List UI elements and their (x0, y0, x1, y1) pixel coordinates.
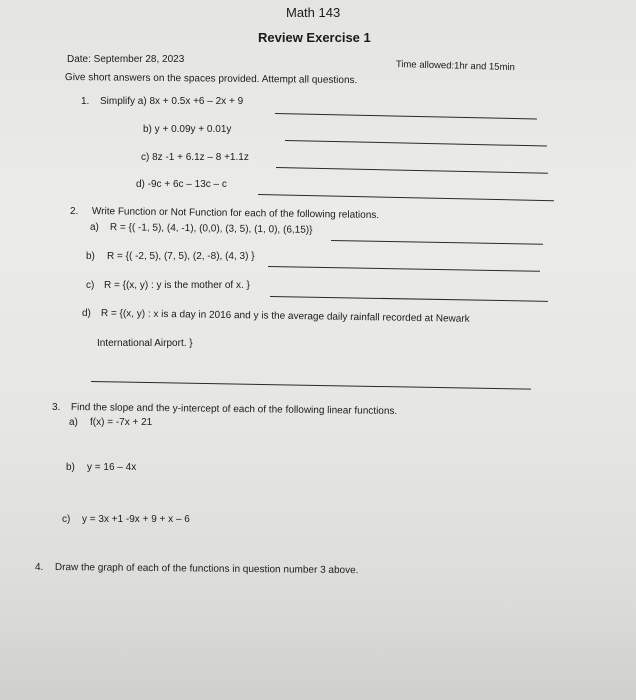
q2c-label: c) (86, 280, 95, 291)
course-title: Math 143 (286, 5, 341, 20)
date-text: Date: September 28, 2023 (67, 54, 185, 65)
q2a-relation: R = {( -1, 5), (4, -1), (0,0), (3, 5), (1, 0), (6,15)} (109, 222, 313, 236)
q2c-relation: R = {(x, y) : y is the mother of x. } (104, 280, 250, 291)
q1d-expression: d) -9c + 6c – 13c – c (136, 179, 227, 190)
q2b-answer-line[interactable] (268, 266, 540, 272)
q1b-expression: b) y + 0.09y + 0.01y (143, 124, 232, 135)
q2b-label: b) (86, 251, 95, 262)
instructions: Give short answers on the spaces provided. Attempt all questions. (64, 72, 358, 87)
q2a-label: a) (90, 222, 99, 233)
q1-number: 1. (81, 96, 90, 107)
q2c-answer-line[interactable] (270, 296, 548, 302)
q1c-answer-line[interactable] (276, 167, 548, 174)
q3a-label: a) (69, 417, 78, 428)
q3-prompt: Find the slope and the y-intercept of each of the following linear functions. (70, 402, 398, 417)
q3c-label: c) (62, 514, 71, 525)
time-allowed: Time allowed:1hr and 15min (395, 59, 515, 74)
q2b-relation: R = {( -2, 5), (7, 5), (2, -8), (4, 3) } (107, 251, 255, 262)
q1c-expression: c) 8z -1 + 6.1z – 8 +1.1z (141, 152, 249, 163)
q1d-answer-line[interactable] (258, 194, 554, 201)
q3-number: 3. (52, 402, 61, 413)
q3c-function: y = 3x +1 -9x + 9 + x – 6 (82, 514, 190, 525)
q4-number: 4. (35, 562, 44, 573)
q2-number: 2. (70, 206, 79, 217)
q1a-expression: Simplify a) 8x + 0.5x +6 – 2x + 9 (100, 96, 244, 107)
q3a-function: f(x) = -7x + 21 (90, 417, 153, 428)
q3b-function: y = 16 – 4x (87, 462, 137, 473)
q1a-answer-line[interactable] (275, 113, 537, 119)
q2d-answer-line[interactable] (91, 381, 531, 390)
q2a-answer-line[interactable] (331, 240, 543, 245)
q2d-label: d) (82, 308, 91, 319)
q1b-answer-line[interactable] (285, 140, 547, 146)
q3b-label: b) (66, 462, 75, 473)
q4-prompt: Draw the graph of each of the functions in question number 3 above. (54, 562, 359, 577)
q2d-relation-continued: International Airport. } (97, 338, 193, 349)
page-title: Review Exercise 1 (258, 30, 371, 45)
q2-prompt: Write Function or Not Function for each of the following relations. (91, 206, 380, 222)
q2d-relation: R = {(x, y) : x is a day in 2016 and y is the average daily rainfall recorded at Newark (100, 308, 470, 325)
